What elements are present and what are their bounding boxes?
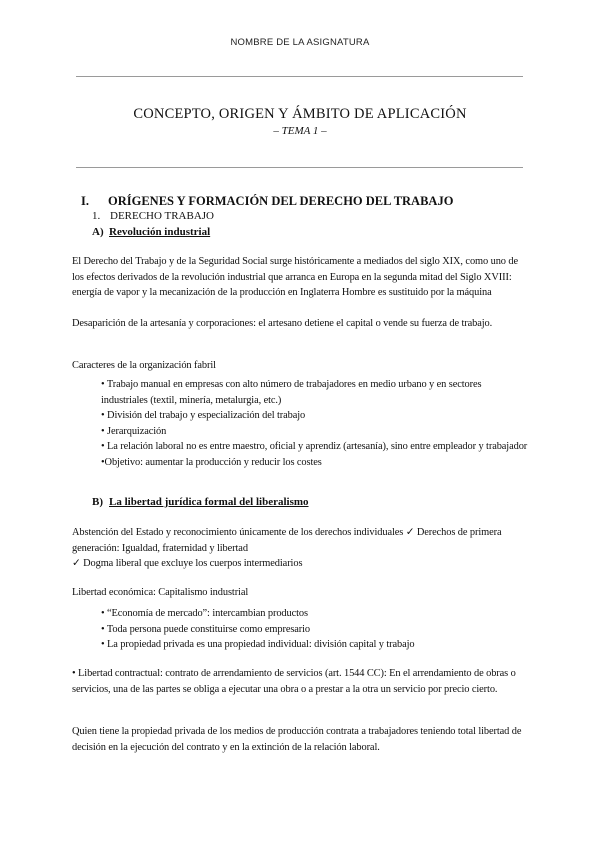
caracteres-list (101, 377, 529, 471)
part-b-letter: B) (92, 496, 103, 508)
part-a-heading (92, 226, 210, 238)
list-item: • La relación laboral no es entre maestro, oficial y aprendiz (artesanía), sino entre empleador y trabajador (101, 441, 528, 453)
part-b-title: La libertad jurídica formal del liberalismo (109, 496, 309, 508)
course-name-header: NOMBRE DE LA ASIGNATURA (230, 37, 370, 48)
subsection-heading-1 (92, 210, 214, 222)
section-title: ORÍGENES Y FORMACIÓN DEL DERECHO DEL TRABAJO (108, 194, 454, 208)
libertad-heading: Libertad económica: Capitalismo industrial (72, 587, 249, 598)
paragraph-abstencion: Abstención del Estado y reconocimiento únicamente de los derechos individuales ✓ Derechos de primera generación: Igualdad, fraternidad y libertad (72, 527, 502, 554)
paragraph-libertad-contractual: • Libertad contractual: contrato de arrendamiento de servicios (art. 1544 CC): En el arrendamiento de obras o servicios, una de las partes se obliga a ejecutar una obra o a prestar a la otra un servicio por precio cierto. (72, 668, 516, 695)
top-divider (76, 76, 523, 77)
paragraph-artesania: Desaparición de la artesanía y corporaciones: el artesano detiene el capital o vende su fuerza de trabajo. (72, 318, 493, 329)
list-item: •Objetivo: aumentar la producción y reducir los costes (101, 456, 322, 468)
page-subtitle: – TEMA 1 – (273, 125, 327, 137)
paragraph-dogma: ✓ Dogma liberal que excluye los cuerpos intermediarios (72, 558, 303, 569)
subsection-number: 1. (92, 210, 101, 222)
title-divider (76, 167, 523, 168)
part-a-letter: A) (92, 226, 104, 238)
page-title: CONCEPTO, ORIGEN Y ÁMBITO DE APLICACIÓN (133, 106, 467, 122)
part-a-title: Revolución industrial (109, 226, 211, 238)
list-item: • Toda persona puede constituirse como empresario (101, 623, 311, 635)
libertad-list (101, 606, 529, 653)
list-item: • La propiedad privada es una propiedad individual: división capital y trabajo (101, 639, 415, 651)
section-heading-1 (81, 194, 453, 209)
subsection-title: DERECHO TRABAJO (110, 210, 215, 222)
caracteres-heading: Caracteres de la organización fabril (72, 360, 216, 371)
list-item: • “Economía de mercado”: intercambian productos (101, 608, 308, 619)
paragraph-revolucion: El Derecho del Trabajo y de la Seguridad Social surge históricamente a mediados del siglo XIX, como uno de los efectos derivados de la revolución industrial que arranca en Europa en la segunda mitad del Siglo XVIII: energía de vapor y la mecanización de la producción en Inglaterra Hombre es sustituido por la máquina (72, 256, 518, 299)
part-b-heading (92, 496, 309, 508)
list-item: • Trabajo manual en empresas con alto número de trabajadores en medio urbano y en sectores industriales (textil, minería, metalurgia, etc.) (101, 379, 482, 406)
list-item: • Jerarquización (101, 425, 167, 437)
paragraph-propiedad-privada: Quien tiene la propiedad privada de los medios de producción contrata a trabajadores teniendo total libertad de decisión en la ejecución del contrato y en la extinción de la relación laboral. (72, 726, 522, 753)
list-item: • División del trabajo y especialización del trabajo (101, 410, 306, 422)
section-number: I. (81, 194, 89, 208)
